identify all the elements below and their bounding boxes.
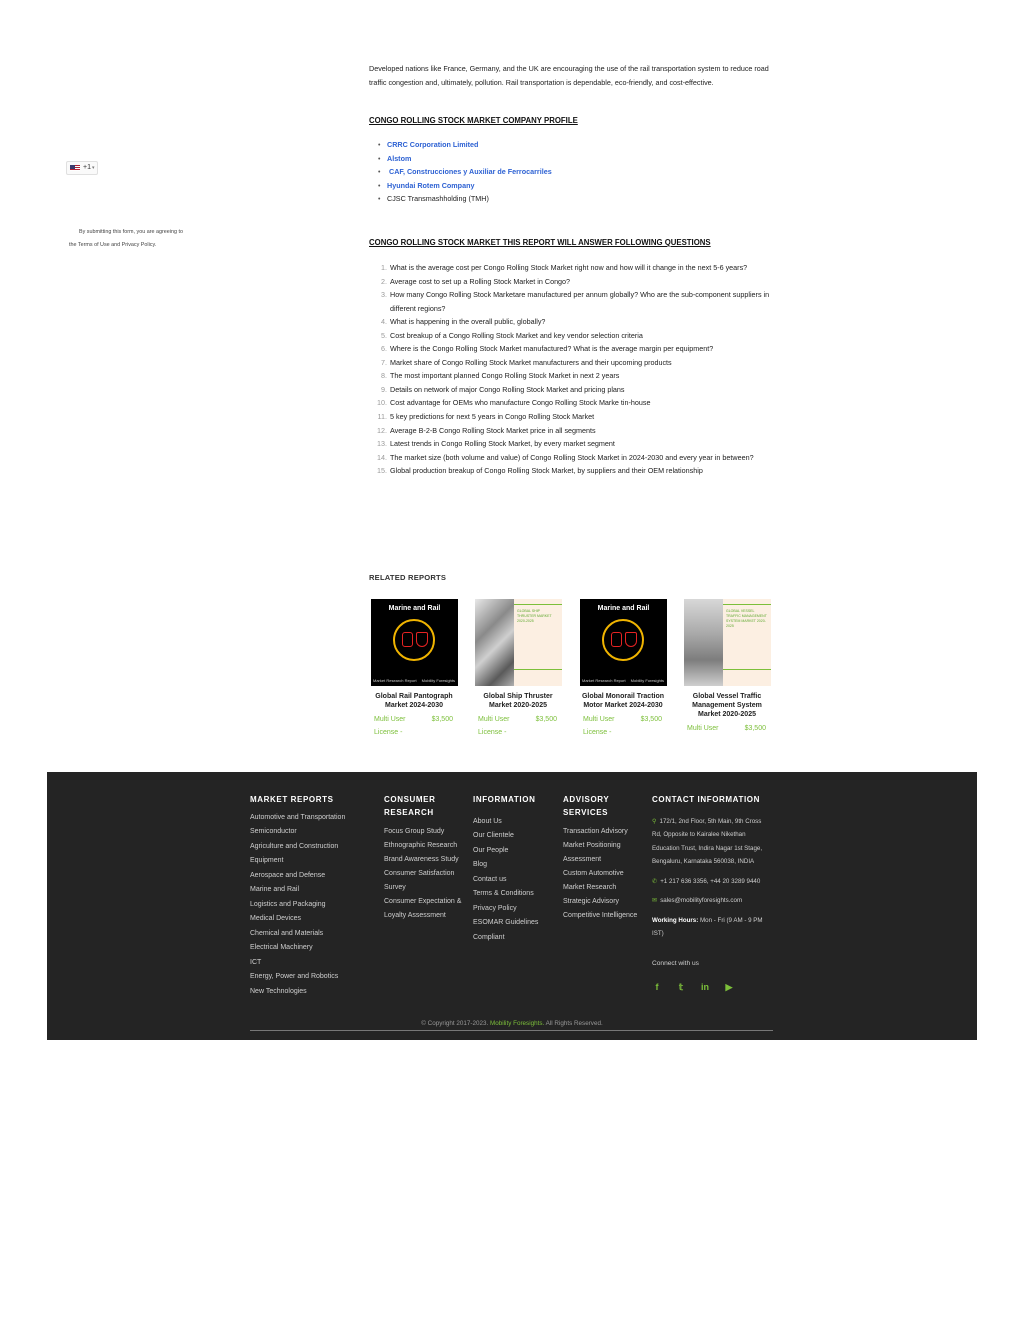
youtube-icon[interactable]: ▶ [725,982,733,992]
question-number: 6. [381,344,387,354]
report-title[interactable]: Global Vessel Traffic Management System Market 2020-2025 [692,693,762,718]
footer-link[interactable]: Strategic Advisory [563,898,620,905]
question-item [372,329,782,343]
question-text: What is happening in the overall public, globally? [390,317,546,327]
footer-link[interactable]: Consumer Expectation & Loyalty Assessment [384,898,462,919]
question-text: Cost advantage for OEMs who manufacture Congo Rolling Stock Marke tin-house [390,398,651,408]
footer-heading: ADVISORY SERVICES [563,795,610,817]
company-item [378,179,552,193]
footer-link[interactable]: Ethnographic Research [384,842,458,849]
question-item [372,288,782,315]
question-number: 14. [377,452,387,462]
question-text: Cost breakup of a Congo Rolling Stock Market and key vendor selection criteria [390,330,643,340]
footer-link[interactable]: Logistics and Packaging [250,900,326,908]
report-title[interactable]: Global Ship Thruster Market 2020-2025 [483,693,553,709]
footer-link[interactable]: New Technologies [250,987,307,995]
question-item [372,451,782,465]
footer-information [473,794,553,945]
question-text: Average cost to set up a Rolling Stock Market in Congo? [390,276,571,286]
brand-logo: Mobility Foresights [421,678,455,683]
report-thumbnail[interactable] [580,599,667,686]
footer-link[interactable]: Semiconductor [250,828,297,835]
copyright: © Copyright 2017-2023. Mobility Foresights. All Rights Reserved. [421,1020,603,1027]
question-text: How many Congo Rolling Stock Marketare manufactured per annum globally? Who are the sub-component suppliers in different regions? [390,290,770,313]
report-title[interactable]: Global Monorail Traction Motor Market 2024-2030 [581,693,665,709]
footer-link[interactable]: ESOMAR Guidelines Compliant [473,919,539,941]
footer-heading: MARKET REPORTS [250,795,334,804]
question-number: 1. [381,263,387,272]
questions-list [372,261,782,478]
footer-link[interactable]: Brand Awareness Study [384,856,459,863]
footer-link[interactable]: Competitive Intelligence [563,912,638,919]
question-item [372,464,782,478]
company-item [378,165,552,179]
report-pricing [578,713,668,739]
question-item [372,261,782,275]
footer-link[interactable]: Custom Automotive Market Research [563,870,624,891]
thumb-footer: Market Research Report [582,678,626,683]
question-item [372,315,782,329]
thumb-title: Marine and Rail [597,605,650,612]
question-text: The most important planned Congo Rolling Stock Market in next 2 years [390,371,620,381]
footer-link[interactable]: Market Positioning Assessment [563,842,621,863]
train-ship-icon [393,619,435,661]
twitter-icon[interactable]: 𝕥 [678,982,684,992]
question-item [372,383,782,397]
question-text: Market share of Congo Rolling Stock Market manufacturers and their upcoming products [390,357,672,367]
social-links [652,982,772,993]
linkedin-icon[interactable]: in [701,982,709,992]
thumb-photo [475,599,514,686]
footer-link[interactable]: About Us [473,817,502,825]
question-number: 8. [381,371,387,381]
license-type: Multi User License - [374,716,406,736]
question-item [372,396,782,410]
questions-heading: CONGO ROLLING STOCK MARKET THIS REPORT WILL ANSWER FOLLOWING QUESTIONS [369,238,711,247]
question-number: 15. [377,466,387,476]
related-report-card[interactable] [369,599,459,739]
company-profile-heading: CONGO ROLLING STOCK MARKET COMPANY PROFILE [369,116,578,125]
footer-market-reports [250,794,365,999]
contact-address: ⚲ 172/1, 2nd Floor, 5th Main, 9th Cross Rd, Opposite to Kairalee Nikethan Education Trust, Indira Nagar 1st Stage, Bengaluru, Karnataka 560038, INDIA [652,817,763,865]
footer-heading: CONSUMER RESEARCH [384,795,436,817]
chevron-down-icon: ▾ [92,165,95,171]
footer-heading: INFORMATION [473,795,536,804]
connect-label: Connect with us [652,959,699,967]
question-text: Global production breakup of Congo Rolling Stock Market, by suppliers and their OEM relationship [390,466,703,476]
question-text: Latest trends in Congo Rolling Stock Market, by every market segment [390,439,615,449]
report-thumbnail[interactable] [475,599,562,686]
question-item [372,342,782,356]
thumb-text: GLOBAL SHIP THRUSTER MARKET 2020-2025 [517,609,552,623]
footer-link[interactable]: Aerospace and Defense [250,871,326,879]
company-link[interactable]: Hyundai Rotem Company [387,180,475,190]
company-item [378,138,552,152]
footer-link[interactable]: Energy, Power and Robotics [250,973,339,980]
question-number: 3. [381,290,387,300]
related-reports-title: RELATED REPORTS [369,573,447,582]
working-hours: Working Hours: Mon - Fri (9 AM - 9 PM IST) [652,916,763,937]
report-pricing [682,722,772,735]
phone-icon: ✆ [652,877,658,885]
thumb-text: GLOBAL VESSEL TRAFFIC MANAGEMENT SYSTEM MARKET 2020-2025 [726,609,767,628]
question-text: 5 key predictions for next 5 years in Congo Rolling Stock Market [390,412,595,422]
footer-link[interactable]: Consumer Satisfaction Survey [384,870,455,891]
related-report-card[interactable] [578,599,668,739]
report-title[interactable]: Global Rail Pantograph Market 2024-2030 [375,693,453,709]
report-price: $3,500 [744,725,766,732]
question-item [372,275,782,289]
company-link[interactable]: CRRC Corporation Limited [387,140,479,149]
report-price: $3,500 [431,716,453,723]
license-type: Multi User License - [478,716,510,736]
company-link[interactable]: CAF, Construcciones y Auxiliar de Ferrocarriles [387,167,552,177]
company-name: CJSC Transmashholding (TMH) [387,194,489,204]
phone-code: +1 [83,164,91,171]
report-price: $3,500 [535,716,557,723]
question-item [372,437,782,451]
question-number: 13. [377,439,387,449]
footer-link[interactable]: Our Clientele [473,832,514,839]
question-number: 2. [381,276,387,286]
question-number: 10. [377,398,387,408]
question-number: 7. [381,357,387,367]
question-item [372,369,782,383]
report-pricing [369,713,459,739]
question-text: The market size (both volume and value) of Congo Rolling Stock Market in 2024-2030 and every year in between? [390,452,754,462]
related-report-card[interactable] [473,599,563,739]
question-text: Average B-2-B Congo Rolling Stock Market price in all segments [390,425,596,435]
footer-link[interactable]: Our People [473,846,509,854]
question-text: Where is the Congo Rolling Stock Market manufactured? What is the average margin per equipment? [390,344,714,354]
report-thumbnail[interactable] [684,599,771,686]
us-flag-icon [70,165,80,171]
train-ship-icon [602,619,644,661]
footer-link[interactable]: Agriculture and Construction Equipment [250,842,339,864]
footer-link[interactable]: Focus Group Study [384,828,445,835]
footer-link[interactable]: Privacy Policy [473,904,517,912]
footer [47,772,977,1040]
facebook-icon[interactable]: f [655,982,659,992]
footer-link[interactable]: Automotive and Transportation [250,813,346,821]
brand-logo: Mobility Foresights [630,678,664,683]
report-thumbnail[interactable] [371,599,458,686]
question-number: 12. [377,425,387,435]
thumb-photo [684,599,723,686]
question-text: What is the average cost per Congo Rolling Stock Market right now and how will it change in the next 5-6 years? [390,263,748,272]
footer-link[interactable]: ICT [250,958,262,966]
report-price: $3,500 [640,716,662,723]
footer-link[interactable]: Blog [473,861,488,868]
report-pricing [473,713,563,739]
license-type: Multi User [687,725,719,732]
question-text: Details on network of major Congo Rolling Stock Market and pricing plans [390,384,625,394]
footer-link[interactable]: Terms & Conditions [473,890,534,897]
footer-link[interactable]: Marine and Rail [250,886,300,893]
thumb-title: Marine and Rail [388,605,441,612]
question-number: 5. [381,330,387,340]
question-number: 9. [381,384,387,394]
company-item [378,152,552,166]
location-pin-icon: ⚲ [652,817,657,825]
footer-contact [652,794,772,993]
footer-link[interactable]: Electrical Machinery [250,944,313,951]
question-item [372,424,782,438]
footer-heading: CONTACT INFORMATION [652,795,760,804]
footer-link[interactable]: Chemical and Materials [250,929,324,937]
footer-advisory [563,794,643,923]
footer-link[interactable]: Transaction Advisory [563,828,628,835]
question-item [372,356,782,370]
license-type: Multi User License - [583,716,615,736]
company-link[interactable]: Alstom [387,153,412,163]
question-item [372,410,782,424]
phone-country-select[interactable] [66,161,98,175]
footer-consumer-research [384,794,464,923]
related-report-card[interactable] [682,599,772,735]
contact-email[interactable]: ✉ sales@mobilityforesights.com [652,897,743,904]
brand-link[interactable]: Mobility Foresights. [490,1020,545,1027]
consent-text: By submitting this form, you are agreeing to the Terms of Use and Privacy Policy. [69,229,183,248]
footer-link[interactable]: Contact us [473,875,507,883]
footer-link[interactable]: Medical Devices [250,915,301,922]
contact-phone[interactable]: ✆ +1 217 636 3356, +44 20 3289 9440 [652,877,761,885]
footer-divider [250,1030,773,1031]
question-number: 4. [381,317,387,327]
company-item [378,192,552,206]
mail-icon: ✉ [652,897,658,904]
intro-paragraph: Developed nations like France, Germany, and the UK are encouraging the use of the rail transportation system to reduce road traffic congestion and, ultimately, pollution. Rail transportation is dependable, eco-friendly, and cost-effective. [369,64,769,87]
company-list [378,138,552,206]
thumb-footer: Market Research Report [373,678,417,683]
question-number: 11. [377,412,387,422]
